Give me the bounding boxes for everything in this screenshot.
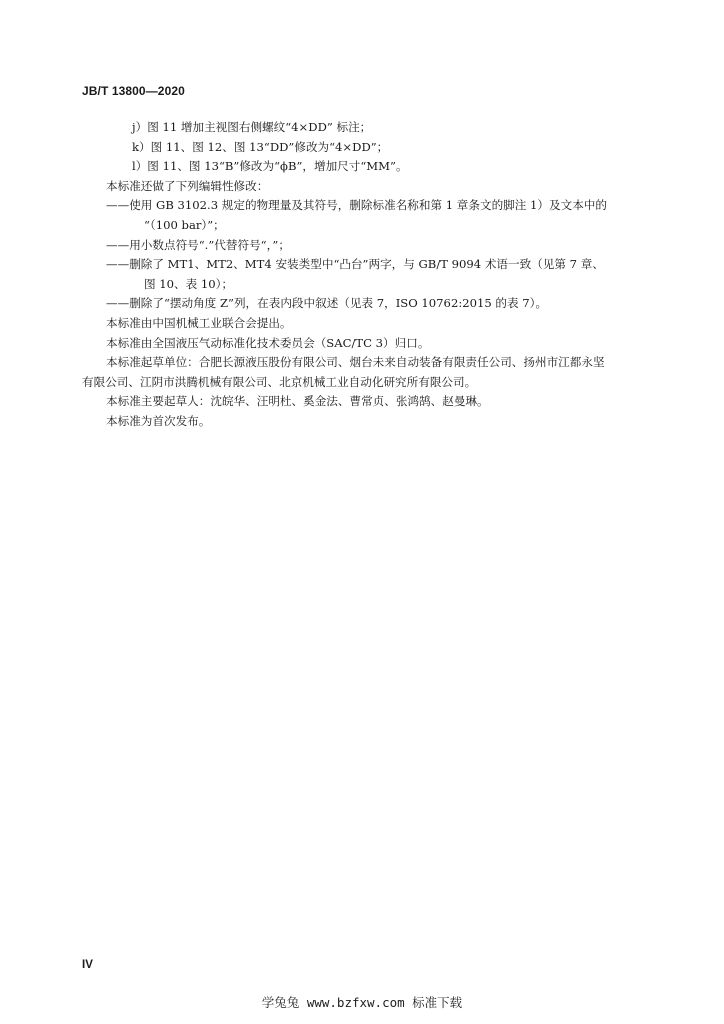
watermark-text: 学兔兔 www.bzfxw.com 标准下载 bbox=[261, 995, 463, 1010]
drafters-paragraph: 本标准主要起草人：沈皖华、汪明杜、奚金法、曹常贞、张鸿鹄、赵曼琳。 bbox=[106, 394, 489, 409]
list-item-j: j）图 11 增加主视图右侧螺纹“4×DD” 标注； bbox=[132, 120, 372, 134]
drafting-units-paragraph: 本标准起草单位：合肥长源液压股份有限公司、烟台未来自动装备有限责任公司、扬州市江都永坚 bbox=[106, 355, 605, 370]
page-number: IV bbox=[82, 959, 93, 971]
editorial-intro: 本标准还做了下列编辑性修改： bbox=[106, 178, 269, 193]
dash-item-1-continued: “（100 bar）”； bbox=[144, 217, 225, 232]
list-item-k: k）图 11、图 12、图 13“DD”修改为“4×DD”； bbox=[132, 139, 389, 154]
dash-item-1: ——使用 GB 3102.3 规定的物理量及其符号，删除标准名称和第 1 章条文的脚注 1）及文本中的 bbox=[106, 198, 607, 213]
first-release-paragraph: 本标准为首次发布。 bbox=[106, 413, 211, 428]
drafting-units-continued: 有限公司、江阴市洪腾机械有限公司、北京机械工业自动化研究所有限公司。 bbox=[82, 374, 477, 389]
document-body bbox=[82, 118, 664, 432]
dash-item-4: ——删除了“摆动角度 Z”列，在表内段中叙述（见表 7，ISO 10762:2015 的表 7）。 bbox=[106, 296, 548, 311]
managed-by-paragraph: 本标准由全国液压气动标准化技术委员会（SAC/TC 3）归口。 bbox=[106, 335, 430, 350]
standard-number-header: JB/T 13800—2020 bbox=[82, 84, 185, 98]
dash-item-3: ——删除了 MT1、MT2、MT4 安装类型中“凸台”两字，与 GB/T 9094 术语一致（见第 7 章、 bbox=[106, 257, 604, 272]
dash-item-2: ——用小数点符号“.”代替符号“，”； bbox=[106, 237, 290, 252]
dash-item-3-continued: 图 10、表 10）； bbox=[144, 276, 234, 291]
list-item-l: l）图 11、图 13“B”修改为“ϕB”，增加尺寸“MM”。 bbox=[132, 159, 408, 174]
proposed-by-paragraph: 本标准由中国机械工业联合会提出。 bbox=[106, 315, 292, 330]
